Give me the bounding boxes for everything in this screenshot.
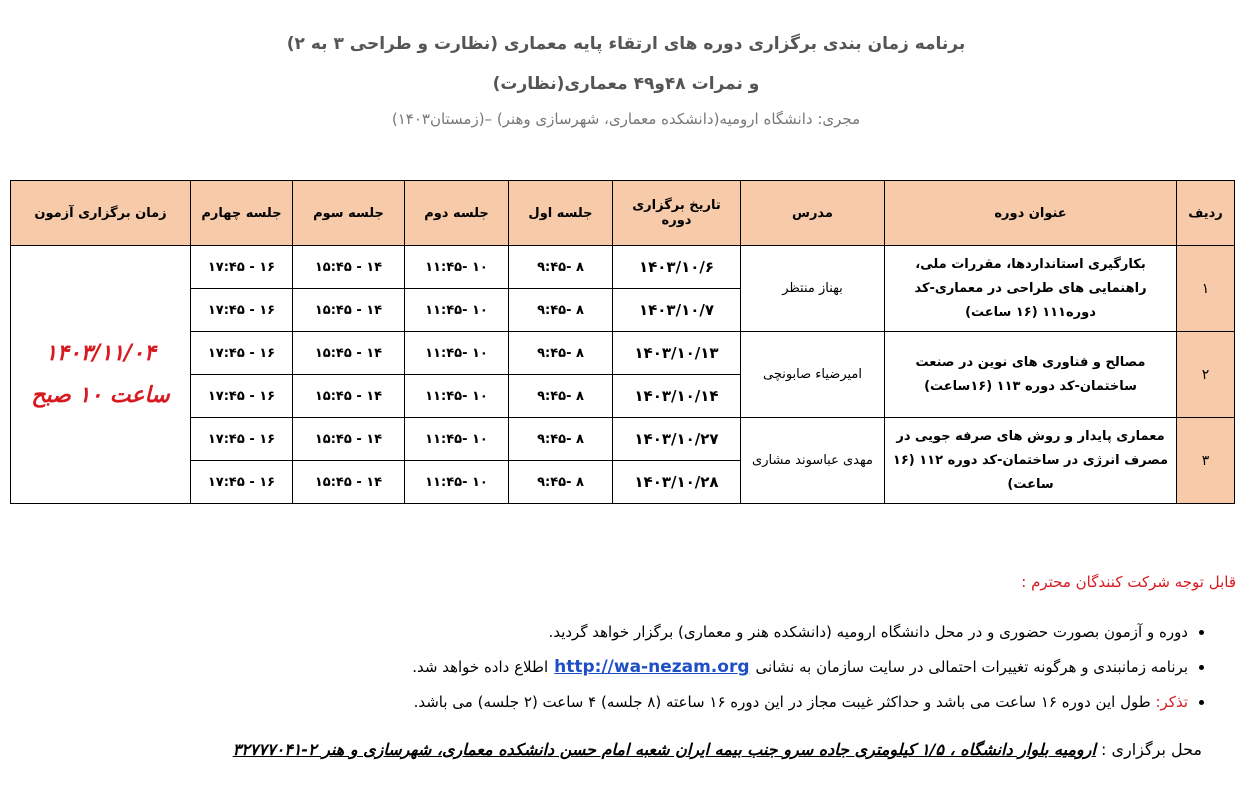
session-4-time: ۱۶ - ۱۷:۴۵ — [191, 332, 293, 375]
session-3-time: ۱۴ - ۱۵:۴۵ — [293, 246, 405, 289]
session-3-time: ۱۴ - ۱۵:۴۵ — [293, 332, 405, 375]
venue-address: ارومیه بلوار دانشگاه ، ۱/۵ کیلومتری جاده سرو جنب بیمه ایران شعبه امام حسن دانشکده معماری، شهرسازی و هنر ۲-۳۲۷۷۷۰۴۱ — [232, 740, 1096, 759]
session-2-time: ۱۰ -۱۱:۴۵ — [405, 418, 509, 461]
note-text: طول این دوره ۱۶ ساعت می باشد و حداکثر غیبت مجاز در این دوره ۱۶ ساعته (۸ جلسه) ۴ ساعت (۲ جلسه) می باشد. — [413, 693, 1151, 711]
row-number: ۱ — [1177, 246, 1235, 332]
table-header-row — [11, 181, 1235, 246]
exam-cell — [11, 246, 191, 504]
notes-list — [412, 615, 1212, 720]
session-2-time: ۱۰ -۱۱:۴۵ — [405, 246, 509, 289]
session-date: ۱۴۰۳/۱۰/۲۷ — [613, 418, 741, 461]
row-number: ۲ — [1177, 332, 1235, 418]
note-text: دوره و آزمون بصورت حضوری و در محل دانشگاه ارومیه (دانشکده هنر و معماری) برگزار خواهد گردید. — [548, 623, 1188, 641]
session-1-time: ۸ -۹:۴۵ — [509, 461, 613, 504]
page-subtitle: و نمرات ۴۸و۴۹ معماری(نظارت) — [492, 74, 760, 94]
organizer-line: مجری: دانشگاه ارومیه(دانشکده معماری، شهرسازی وهنر) –(زمستان۱۴۰۳) — [391, 110, 861, 128]
header-session-1: جلسه اول — [509, 181, 613, 246]
header-session-3: جلسه سوم — [293, 181, 405, 246]
session-3-time: ۱۴ - ۱۵:۴۵ — [293, 289, 405, 332]
session-date: ۱۴۰۳/۱۰/۶ — [613, 246, 741, 289]
table-row — [11, 418, 1235, 461]
session-2-time: ۱۰ -۱۱:۴۵ — [405, 375, 509, 418]
session-2-time: ۱۰ -۱۱:۴۵ — [405, 461, 509, 504]
session-4-time: ۱۶ - ۱۷:۴۵ — [191, 246, 293, 289]
session-4-time: ۱۶ - ۱۷:۴۵ — [191, 461, 293, 504]
session-2-time: ۱۰ -۱۱:۴۵ — [405, 289, 509, 332]
session-date: ۱۴۰۳/۱۰/۱۳ — [613, 332, 741, 375]
session-3-time: ۱۴ - ۱۵:۴۵ — [293, 461, 405, 504]
course-title: مصالح و فناوری های نوین در صنعت ساختمان-کد دوره ۱۱۳ (۱۶ساعت) — [885, 332, 1177, 418]
schedule-table — [10, 180, 1235, 504]
notes-title: قابل توجه شرکت کنندگان محترم : — [1021, 573, 1236, 591]
exam-date: ۱۴۰۳/۱۱/۰۴ — [45, 340, 156, 366]
header-exam: زمان برگزاری آزمون — [11, 181, 191, 246]
header-course: عنوان دوره — [885, 181, 1177, 246]
session-date: ۱۴۰۳/۱۰/۱۴ — [613, 375, 741, 418]
header-teacher: مدرس — [741, 181, 885, 246]
teacher-name: مهدی عباسوند مشاری — [741, 418, 885, 504]
header-session-4: جلسه چهارم — [191, 181, 293, 246]
note-text: اطلاع داده خواهد شد. — [412, 658, 549, 676]
session-date: ۱۴۰۳/۱۰/۷ — [613, 289, 741, 332]
session-1-time: ۸ -۹:۴۵ — [509, 332, 613, 375]
list-item — [412, 650, 1188, 685]
session-1-time: ۸ -۹:۴۵ — [509, 375, 613, 418]
teacher-name: بهناز منتظر — [741, 246, 885, 332]
page-title: برنامه زمان بندی برگزاری دوره های ارتقاء پایه معماری (نظارت و طراحی ۳ به ۲) — [286, 34, 966, 54]
session-1-time: ۸ -۹:۴۵ — [509, 289, 613, 332]
session-2-time: ۱۰ -۱۱:۴۵ — [405, 332, 509, 375]
note-label: تذکر: — [1155, 693, 1188, 711]
venue-label: محل برگزاری : — [1101, 740, 1202, 759]
note-text: برنامه زمانبندی و هرگونه تغییرات احتمالی در سایت سازمان به نشانی — [755, 658, 1188, 676]
header-date: تاریخ برگزاری دوره — [613, 181, 741, 246]
list-item — [412, 685, 1188, 720]
exam-time: ساعت ۱۰ صبح — [31, 382, 170, 408]
header-row-num: ردیف — [1177, 181, 1235, 246]
header-session-2: جلسه دوم — [405, 181, 509, 246]
session-4-time: ۱۶ - ۱۷:۴۵ — [191, 418, 293, 461]
course-title: معماری پایدار و روش های صرفه جویی در مصرف انرژی در ساختمان-کد دوره ۱۱۲ (۱۶ ساعت) — [885, 418, 1177, 504]
session-3-time: ۱۴ - ۱۵:۴۵ — [293, 418, 405, 461]
table-row — [11, 332, 1235, 375]
session-4-time: ۱۶ - ۱۷:۴۵ — [191, 289, 293, 332]
course-title: بکارگیری استانداردها، مقررات ملی، راهنمایی های طراحی در معماری-کد دوره۱۱۱ (۱۶ ساعت) — [885, 246, 1177, 332]
venue-line — [233, 740, 1202, 759]
website-link[interactable]: http://wa-nezam.org — [554, 657, 750, 677]
session-1-time: ۸ -۹:۴۵ — [509, 418, 613, 461]
session-date: ۱۴۰۳/۱۰/۲۸ — [613, 461, 741, 504]
session-3-time: ۱۴ - ۱۵:۴۵ — [293, 375, 405, 418]
table-row — [11, 246, 1235, 289]
session-4-time: ۱۶ - ۱۷:۴۵ — [191, 375, 293, 418]
session-1-time: ۸ -۹:۴۵ — [509, 246, 613, 289]
row-number: ۳ — [1177, 418, 1235, 504]
list-item — [412, 615, 1188, 650]
teacher-name: امیرضیاء صابونچی — [741, 332, 885, 418]
